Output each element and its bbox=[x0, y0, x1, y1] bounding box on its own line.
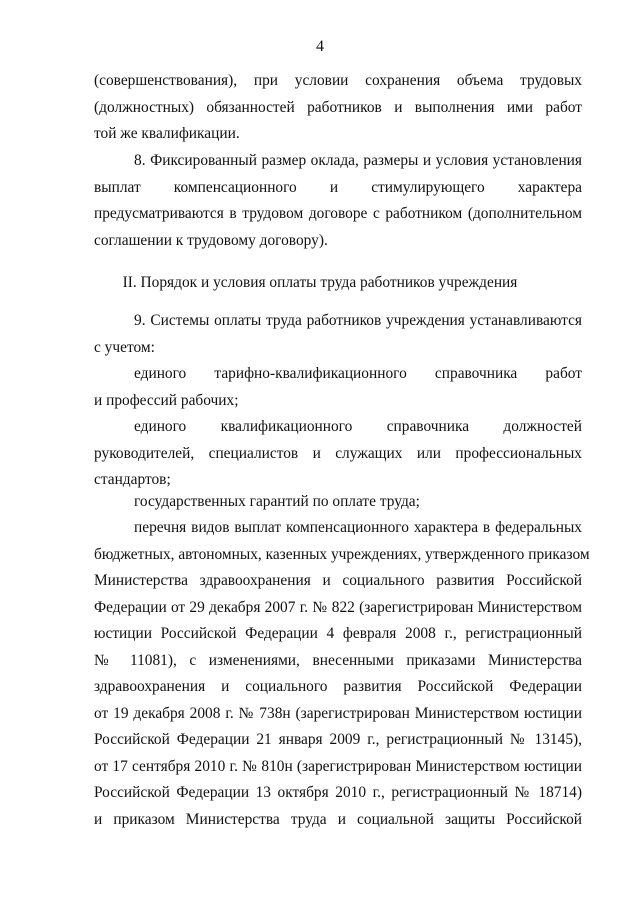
text-line: бюджетных, автономных, казенных учреждениях, утвержденного приказом bbox=[94, 545, 590, 563]
text-line: Федерации от 29 декабря 2007 г. № 822 (зарегистрирован Министерством bbox=[94, 598, 582, 616]
text-line: (должностных) обязанностей работников и выполнения ими работ bbox=[94, 98, 582, 116]
text-line: единого квалификационного справочника должностей bbox=[134, 418, 582, 435]
text-line: перечня видов выплат компенсационного характера в федеральных bbox=[134, 519, 582, 536]
text-line: той же квалификации. bbox=[94, 125, 240, 142]
text-line: соглашении к трудовому договору). bbox=[94, 231, 328, 249]
text-line: предусматриваются в трудовом договоре с работником (дополнительном bbox=[94, 205, 582, 222]
list-item-qualification-handbook bbox=[94, 414, 582, 494]
page-number: 4 bbox=[316, 38, 324, 55]
paragraph-continuation bbox=[94, 68, 582, 148]
list-item-tariff-handbook bbox=[94, 361, 582, 414]
text-line: Российской Федерации 21 января 2009 г., регистрационный № 13145), bbox=[94, 731, 582, 748]
text-line: № 11081), с изменениями, внесенными приказами Министерства bbox=[94, 651, 582, 669]
text-line: стандартов; bbox=[94, 471, 171, 488]
text-line: единого тарифно-квалификационного справочника работ bbox=[134, 365, 582, 382]
list-item-state-guarantees bbox=[94, 489, 582, 516]
text-line: государственных гарантий по оплате труда; bbox=[134, 493, 420, 510]
text-line: и профессий рабочих; bbox=[94, 391, 239, 409]
text-line: Российской Федерации 13 октября 2010 г., регистрационный № 18714) bbox=[94, 784, 582, 801]
text-line: от 17 сентября 2010 г. № 810н (зарегистрирован Министерством юстиции bbox=[94, 757, 582, 775]
text-line: выплат компенсационного и стимулирующего характера bbox=[94, 178, 582, 196]
text-line: руководителей, специалистов и служащих или профессиональных bbox=[94, 444, 582, 462]
text-line: здравоохранения и социального развития Российской Федерации bbox=[94, 678, 582, 695]
text-line: юстиции Российской Федерации 4 февраля 2008 г., регистрационный bbox=[94, 625, 582, 642]
text-line: Министерства здравоохранения и социального развития Российской bbox=[94, 572, 582, 589]
text-line: 8. Фиксированный размер оклада, размеры и условия установления bbox=[134, 152, 582, 169]
list-item-compensation-payments bbox=[94, 515, 590, 833]
paragraph-item-8 bbox=[94, 148, 582, 254]
text-line: (совершенствования), при условии сохранения объема трудовых bbox=[94, 72, 582, 89]
text-line: и приказом Министерства труда и социальной защиты Российской bbox=[94, 810, 582, 828]
section-heading: II. Порядок и условия оплаты труда работников учреждения bbox=[122, 274, 518, 291]
text-line: 9. Системы оплаты труда работников учреждения устанавливаются bbox=[134, 312, 582, 329]
text-line: от 19 декабря 2008 г. № 738н (зарегистрирован Министерством юстиции bbox=[94, 704, 582, 722]
paragraph-item-9 bbox=[94, 308, 582, 361]
text-line: с учетом: bbox=[94, 338, 155, 356]
